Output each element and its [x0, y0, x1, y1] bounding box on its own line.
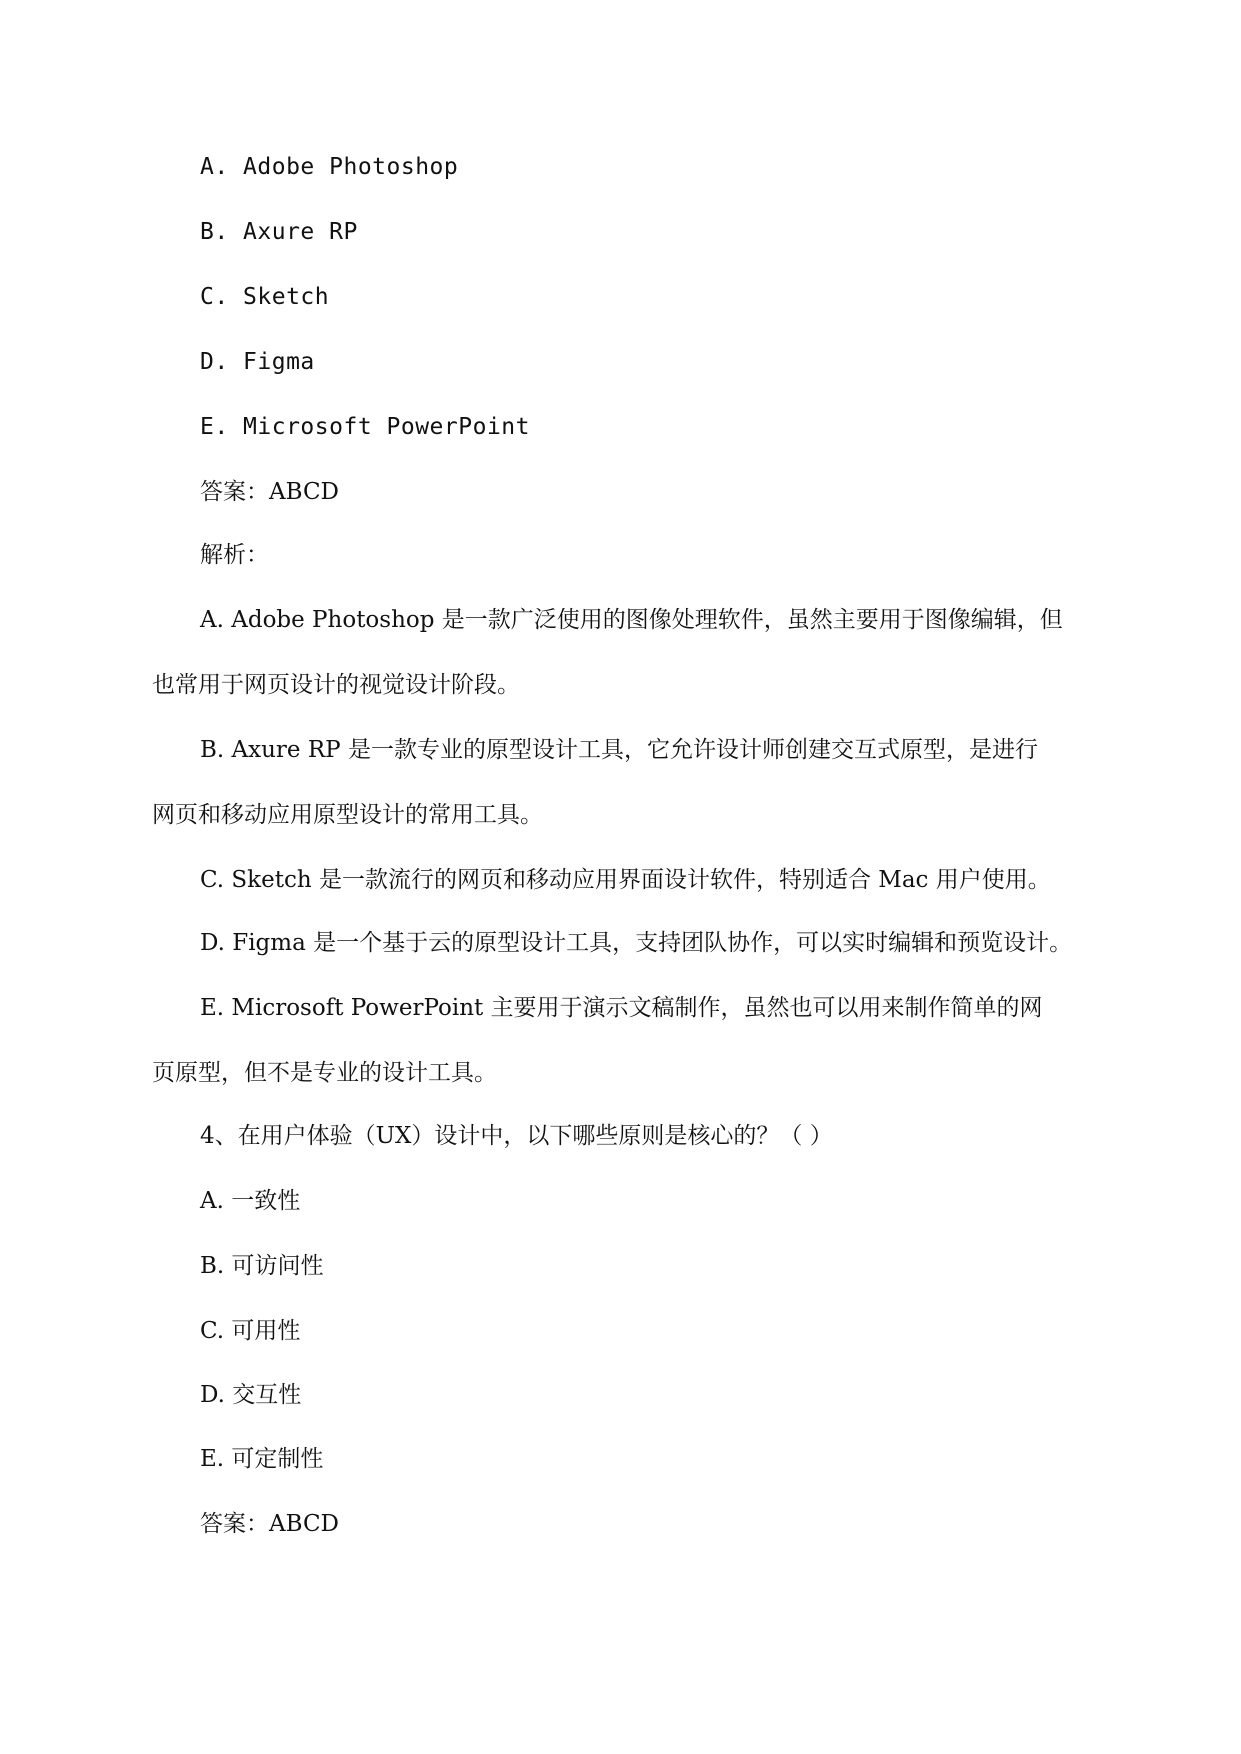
q4-option-b: B. 可访问性 [200, 1253, 324, 1279]
q3-option-b: B. Axure RP [200, 219, 358, 245]
q3-option-d: D. Figma [200, 349, 315, 375]
q3-analysis-line: D. Figma 是一个基于云的原型设计工具，支持团队协作，可以实时编辑和预览设计。 [200, 930, 1073, 956]
q3-analysis-line: C. Sketch 是一款流行的网页和移动应用界面设计软件，特别适合 Mac 用户使用。 [200, 867, 1051, 893]
q3-analysis-line: B. Axure RP 是一款专业的原型设计工具，它允许设计师创建交互式原型，是进行 [200, 737, 1038, 763]
q4-option-e: E. 可定制性 [200, 1446, 324, 1472]
q3-analysis-line: 页原型，但不是专业的设计工具。 [152, 1060, 497, 1086]
q3-option-a: A. Adobe Photoshop [200, 154, 459, 180]
q3-analysis-line: A. Adobe Photoshop 是一款广泛使用的图像处理软件，虽然主要用于图像编辑，但 [200, 607, 1063, 633]
q3-answer: 答案：ABCD [200, 479, 339, 505]
q3-analysis-line: 网页和移动应用原型设计的常用工具。 [152, 802, 543, 828]
q4-option-a: A. 一致性 [200, 1188, 301, 1214]
q3-option-c: C. Sketch [200, 284, 330, 310]
q4-option-c: C. 可用性 [200, 1318, 301, 1344]
q3-analysis-label: 解析： [200, 542, 269, 568]
q4-stem: 4、在用户体验（UX）设计中，以下哪些原则是核心的？（ ） [200, 1123, 833, 1149]
q4-answer: 答案：ABCD [200, 1511, 339, 1537]
q3-option-e: E. Microsoft PowerPoint [200, 414, 530, 440]
q3-analysis-line: 也常用于网页设计的视觉设计阶段。 [152, 672, 520, 698]
q4-option-d: D. 交互性 [200, 1382, 302, 1408]
q3-analysis-line: E. Microsoft PowerPoint 主要用于演示文稿制作，虽然也可以用来制作简单的网 [200, 995, 1043, 1021]
